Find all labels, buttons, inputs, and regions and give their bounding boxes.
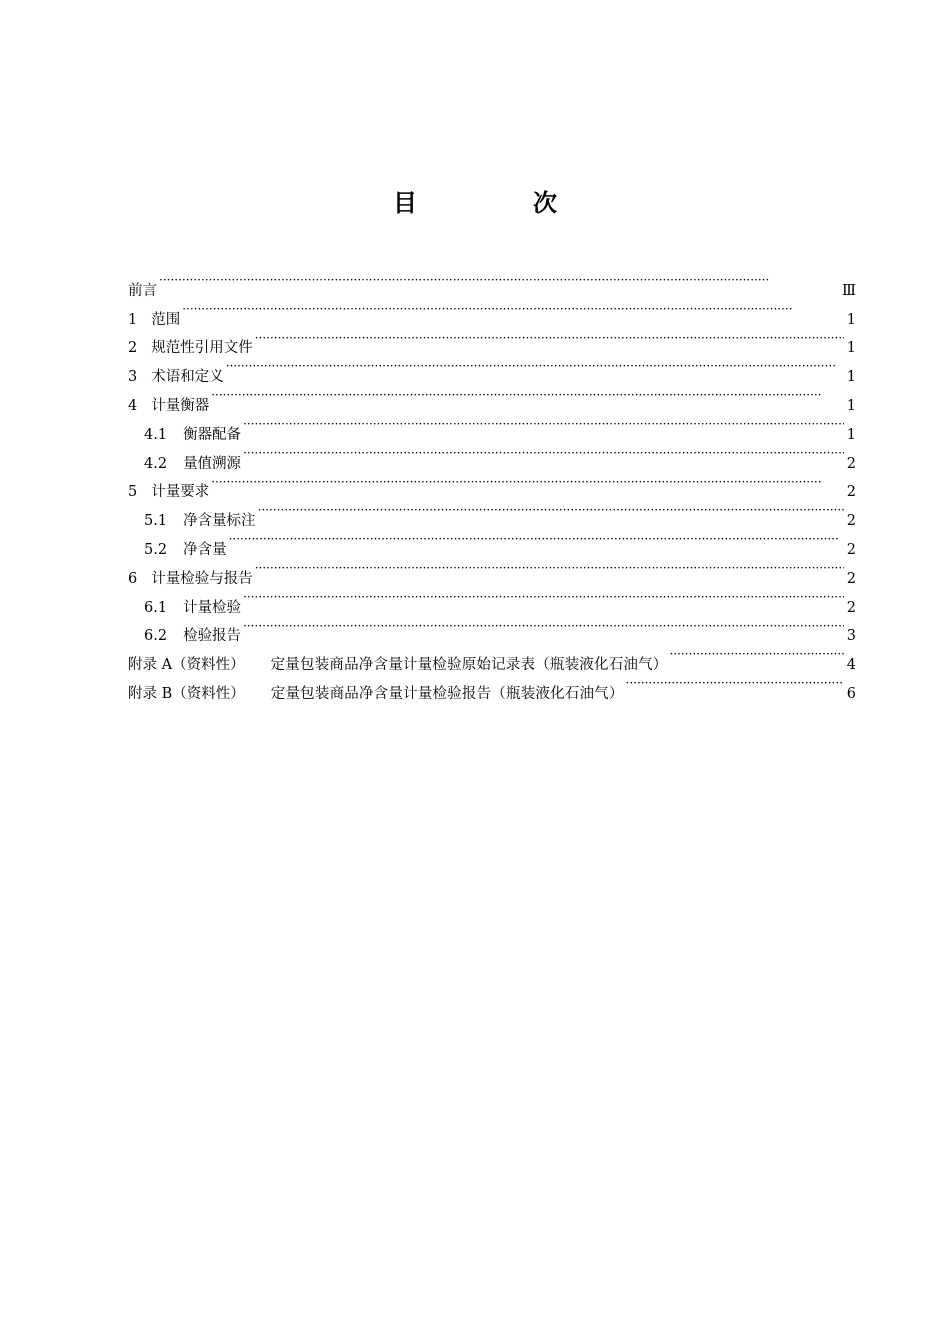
toc-entry-title: 净含量标注 [183, 513, 256, 530]
toc-appendix-label: 附录 B（资料性） [128, 685, 245, 702]
toc-entry-title: 前言 [128, 282, 157, 299]
toc-entry-title: 定量包装商品净含量计量检验报告（瓶装液化石油气） [270, 685, 624, 702]
toc-page-number: 1 [846, 311, 856, 328]
toc-leader-dots [626, 669, 844, 698]
toc-entry-number: 4.1 [144, 426, 168, 443]
toc-entry-number: 5 [128, 484, 138, 501]
toc-entry-net-content[interactable] [128, 525, 856, 558]
toc-entry-number: 5.2 [144, 541, 168, 558]
toc-leader-dots [258, 496, 844, 525]
toc-page-number: 2 [846, 541, 856, 558]
toc-leader-dots [182, 295, 844, 324]
toc-entry-number: 2 [128, 340, 138, 357]
toc-leader-dots [243, 583, 844, 612]
toc-entry-number: 4 [128, 397, 138, 414]
toc-entry-title: 计量要求 [151, 484, 210, 501]
toc-entry-title: 计量衡器 [151, 397, 210, 414]
toc-leader-dots [255, 554, 844, 583]
toc-entry-title: 量值溯源 [183, 455, 242, 472]
toc-entry-title: 范围 [151, 311, 181, 328]
toc-entry-foreword[interactable] [128, 266, 856, 299]
toc-page-number: 1 [846, 426, 856, 443]
toc-entry-number: 5.1 [144, 513, 168, 530]
toc-page-number: 3 [846, 628, 856, 645]
toc-page-number: 2 [846, 513, 856, 530]
toc-entry-number: 6.2 [144, 628, 168, 645]
toc-page-number: 2 [846, 570, 856, 587]
toc-entry-number: 1 [128, 311, 138, 328]
toc-entry-metrological-requirements[interactable] [128, 468, 856, 501]
toc-leader-dots [255, 324, 844, 353]
toc-page-number: 1 [846, 340, 856, 357]
toc-page-number: 1 [846, 397, 856, 414]
toc-entry-number: 3 [128, 369, 138, 386]
toc-entry-inspection-report[interactable] [128, 554, 856, 587]
toc-entry-net-content-labeling[interactable] [128, 496, 856, 530]
toc-entry-number: 4.2 [144, 455, 168, 472]
toc-entry-title: 计量检验与报告 [151, 570, 253, 587]
toc-entry-title: 计量检验 [183, 599, 242, 616]
toc-entry-weighing-instruments[interactable] [128, 381, 856, 414]
toc-entry-terms-definitions[interactable] [128, 352, 856, 386]
toc-leader-dots [243, 410, 844, 439]
toc-page-number: 2 [846, 455, 856, 472]
toc-leader-dots [670, 640, 845, 669]
toc-page-number: Ⅲ [842, 282, 856, 299]
toc-entry-title: 规范性引用文件 [151, 340, 253, 357]
toc-appendix-label: 附录 A（资料性） [128, 657, 245, 674]
toc-leader-dots [226, 352, 844, 381]
toc-leader-dots [243, 612, 844, 641]
toc-page-number: 2 [846, 599, 856, 616]
toc-leader-dots [243, 439, 844, 468]
toc-page-number: 1 [846, 369, 856, 386]
toc-entry-title: 净含量 [183, 541, 227, 558]
page-title: 目 次 [393, 189, 603, 217]
toc-entry-number: 6.1 [144, 599, 168, 616]
toc-leader-dots [229, 525, 844, 554]
toc-entry-title: 术语和定义 [151, 369, 224, 386]
toc-page-number: 2 [846, 484, 856, 501]
toc-page-number: 6 [846, 685, 856, 702]
toc-entry-scope[interactable] [128, 295, 856, 328]
toc-entry-normative-references[interactable] [128, 324, 856, 357]
toc-entry-title: 检验报告 [183, 628, 242, 645]
table-of-contents [128, 266, 856, 702]
toc-entry-instrument-equipment[interactable] [128, 410, 856, 443]
toc-entry-number: 6 [128, 570, 138, 587]
toc-entry-title: 衡器配备 [183, 426, 242, 443]
toc-leader-dots [211, 381, 844, 410]
toc-leader-dots [159, 266, 840, 295]
toc-leader-dots [211, 468, 844, 497]
toc-entry-title: 定量包装商品净含量计量检验原始记录表（瓶装液化石油气） [270, 657, 668, 674]
toc-page-number: 4 [846, 657, 856, 674]
